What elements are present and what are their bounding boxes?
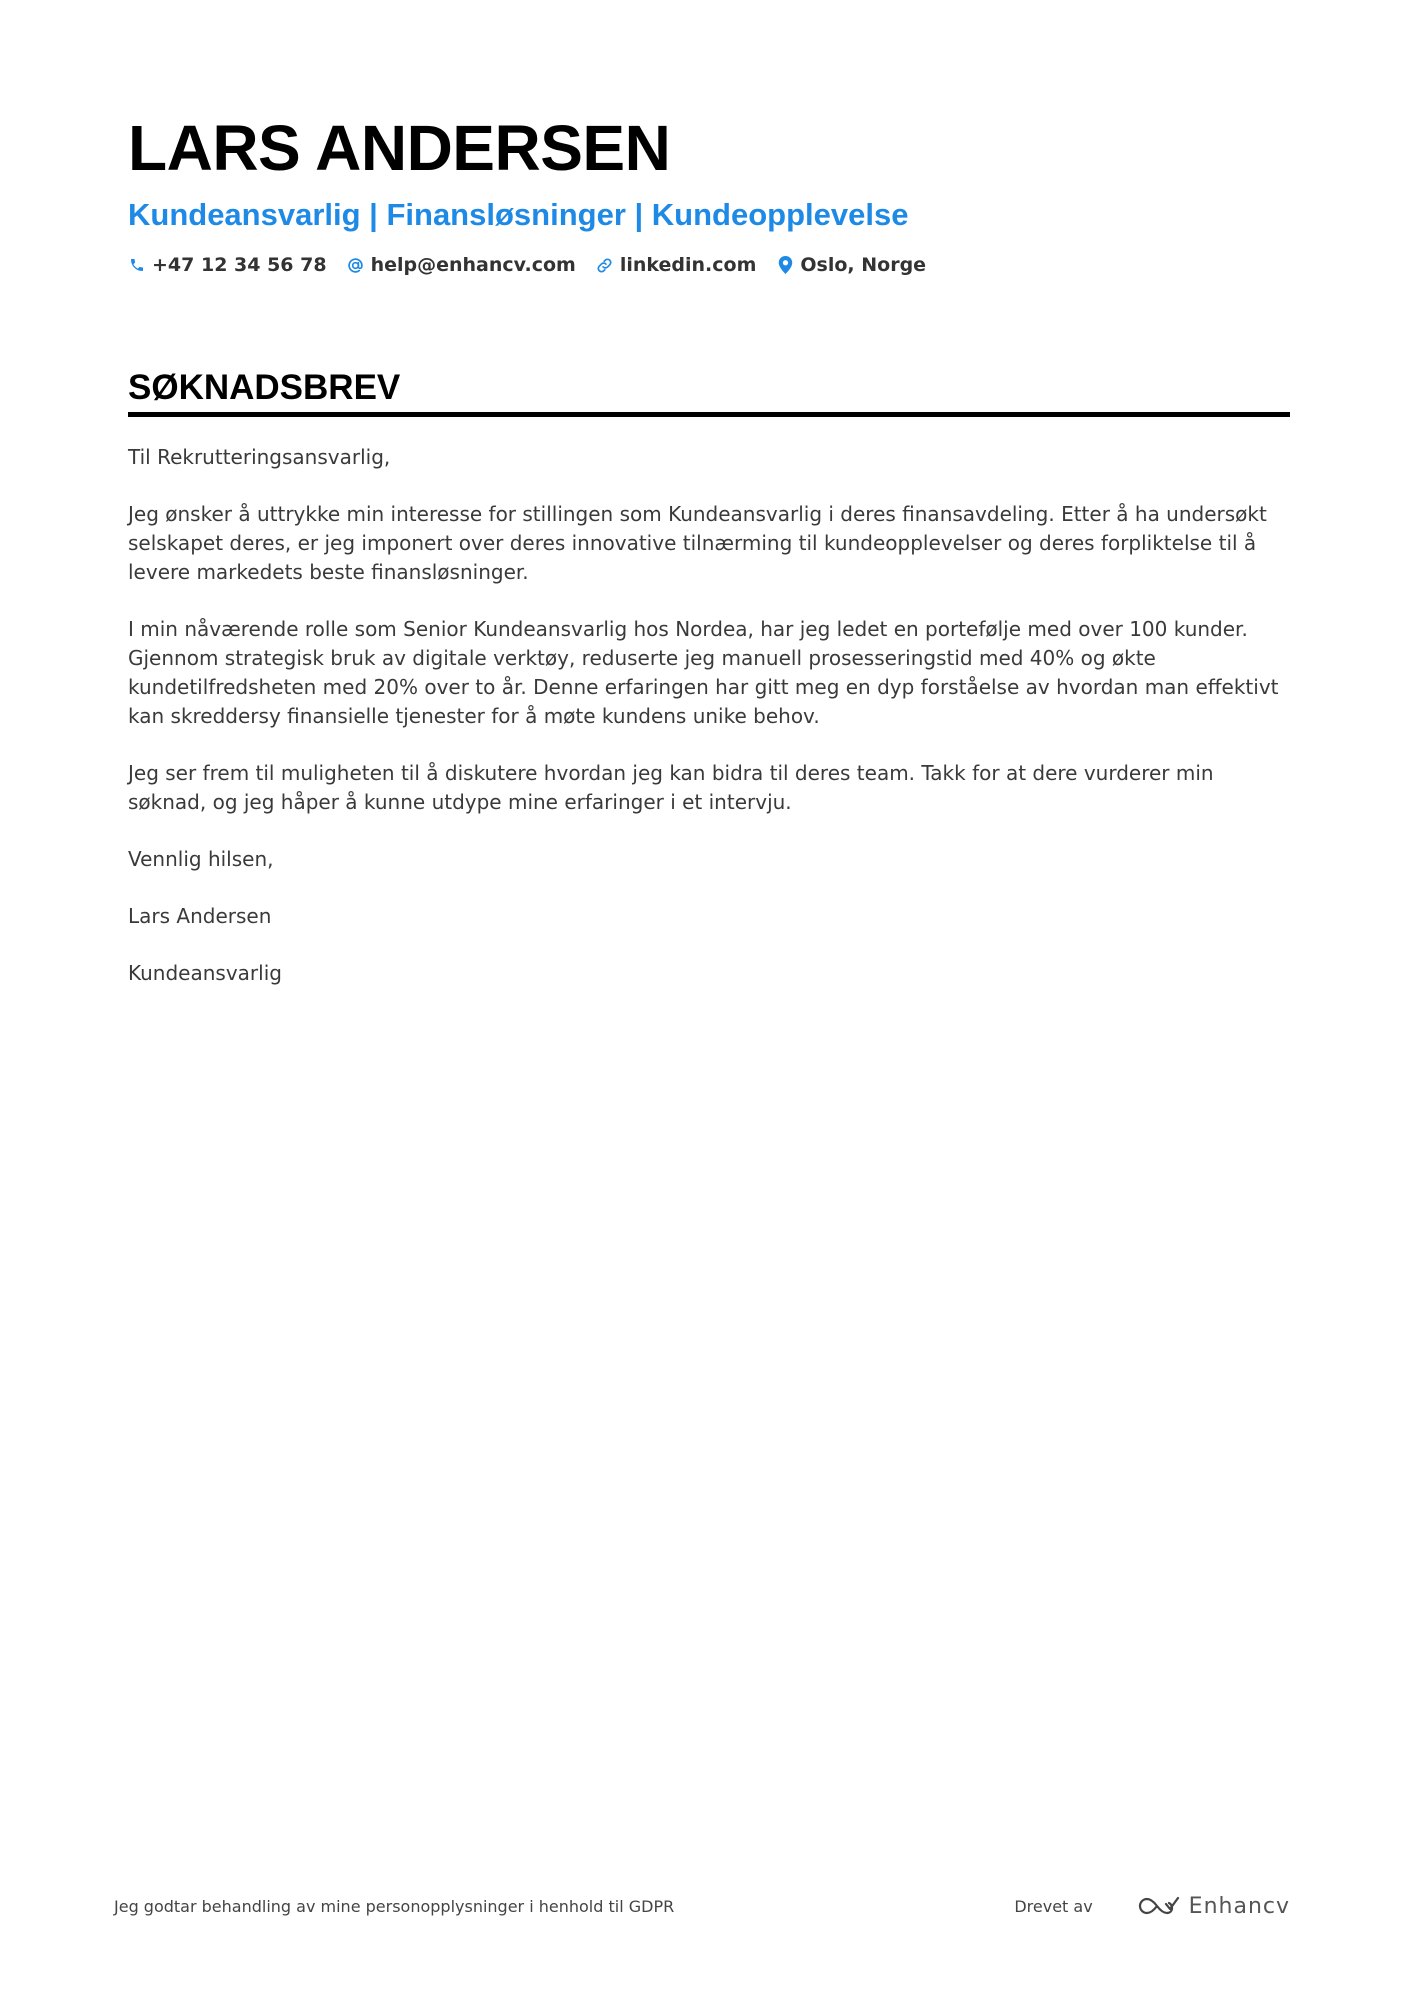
contact-location [776,254,926,276]
phone-icon [128,256,146,274]
map-pin-icon [776,256,794,274]
candidate-headline: Kundeansvarlig | Finansløsninger | Kundeopplevelse [128,197,909,232]
header [128,110,1288,276]
letter-paragraph: I min nåværende rolle som Senior Kundeansvarlig hos Nordea, har jeg ledet en portefølje med over 100 kunder. Gjennom strategisk bruk av digitale verktøy, reduserte jeg manuell prosesseringstid med 40% og økte kundetilfredsheten med 20% over to år. Denne erfaringen har gitt meg en dyp forståelse av hvordan man effektivt kan skreddersy finansielle tjenester for å møte kundens unike behov. [128,617,1279,728]
at-icon [347,256,365,274]
contact-linkedin [596,254,757,276]
signature-title: Kundeansvarlig [128,961,282,985]
letter-paragraph: Jeg ser frem til muligheten til å diskutere hvordan jeg kan bidra til deres team. Takk for at dere vurderer min søknad, og jeg håper å kunne utdype mine erfaringer i et intervju. [128,761,1214,814]
phone-number: +47 12 34 56 78 [152,254,327,276]
enhancv-logo-icon [1135,1894,1181,1918]
contact-phone [128,254,327,276]
powered-by-label: Drevet av [1014,1896,1093,1916]
location-text: Oslo, Norge [800,254,927,276]
signature-name: Lars Andersen [128,904,272,928]
linkedin-url: linkedin.com [619,254,757,276]
letter-greeting: Til Rekrutteringsansvarlig, [128,445,391,469]
section-title: SØKNADSBREV [128,368,401,407]
powered-by [1014,1894,1290,1919]
letter-paragraph: Jeg ønsker å uttrykke min interesse for stillingen som Kundeansvarlig i deres finansavdeling. Etter å ha undersøkt selskapet deres, er jeg imponert over deres innovative tilnærming til kundeopplevelser og deres forpliktelse til å levere markedets beste finansløsninger. [128,502,1267,584]
gdpr-consent: Jeg godtar behandling av mine personopplysninger i henhold til GDPR [114,1896,675,1916]
letter-body [128,443,1290,988]
contact-list [128,254,1288,276]
cover-letter-section [128,366,1290,1016]
footer [114,1886,1290,1926]
email-address: help@enhancv.com [370,254,576,276]
link-icon [596,256,614,274]
candidate-name: LARS ANDERSEN [128,112,671,184]
enhancv-brand-link[interactable] [1135,1894,1290,1919]
brand-name: Enhancv [1188,1893,1290,1919]
contact-email [347,254,576,276]
section-divider [128,412,1290,417]
letter-closing: Vennlig hilsen, [128,847,274,871]
